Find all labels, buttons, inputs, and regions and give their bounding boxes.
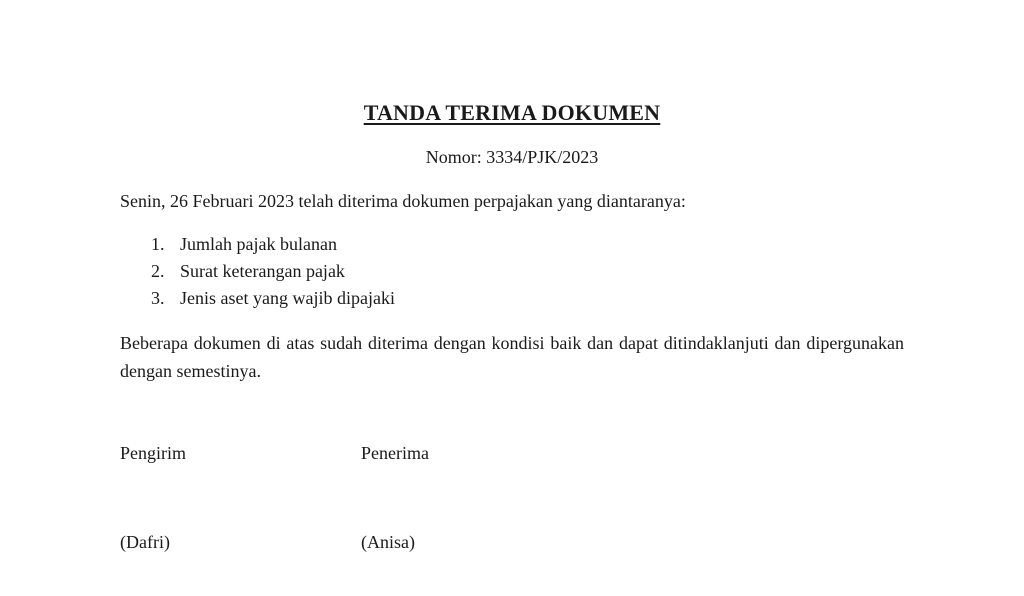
list-item-number: 3. — [151, 288, 165, 308]
list-item — [151, 259, 395, 286]
list-item — [151, 286, 395, 313]
list-item-text: Surat keterangan pajak — [180, 261, 345, 281]
document-number: Nomor: 3334/PJK/2023 — [425, 147, 599, 167]
receiver-name: (Anisa) — [361, 532, 415, 552]
list-item-number: 2. — [151, 261, 165, 281]
receiver-label: Penerima — [361, 443, 429, 463]
list-item-text: Jumlah pajak bulanan — [180, 234, 337, 254]
sender-label: Pengirim — [120, 443, 186, 463]
document-title: TANDA TERIMA DOKUMEN — [363, 100, 661, 125]
list-item-text: Jenis aset yang wajib dipajaki — [180, 288, 395, 308]
list-item-number: 1. — [151, 234, 165, 254]
list-item — [151, 232, 395, 259]
sender-name: (Dafri) — [120, 532, 170, 552]
closing-paragraph: Beberapa dokumen di atas sudah diterima dengan kondisi baik dan dapat ditindaklanjuti dan dipergunakan dengan semestinya. — [120, 333, 904, 381]
intro-paragraph: Senin, 26 Februari 2023 telah diterima dokumen perpajakan yang diantaranya: — [120, 191, 686, 211]
document-list — [151, 232, 395, 313]
